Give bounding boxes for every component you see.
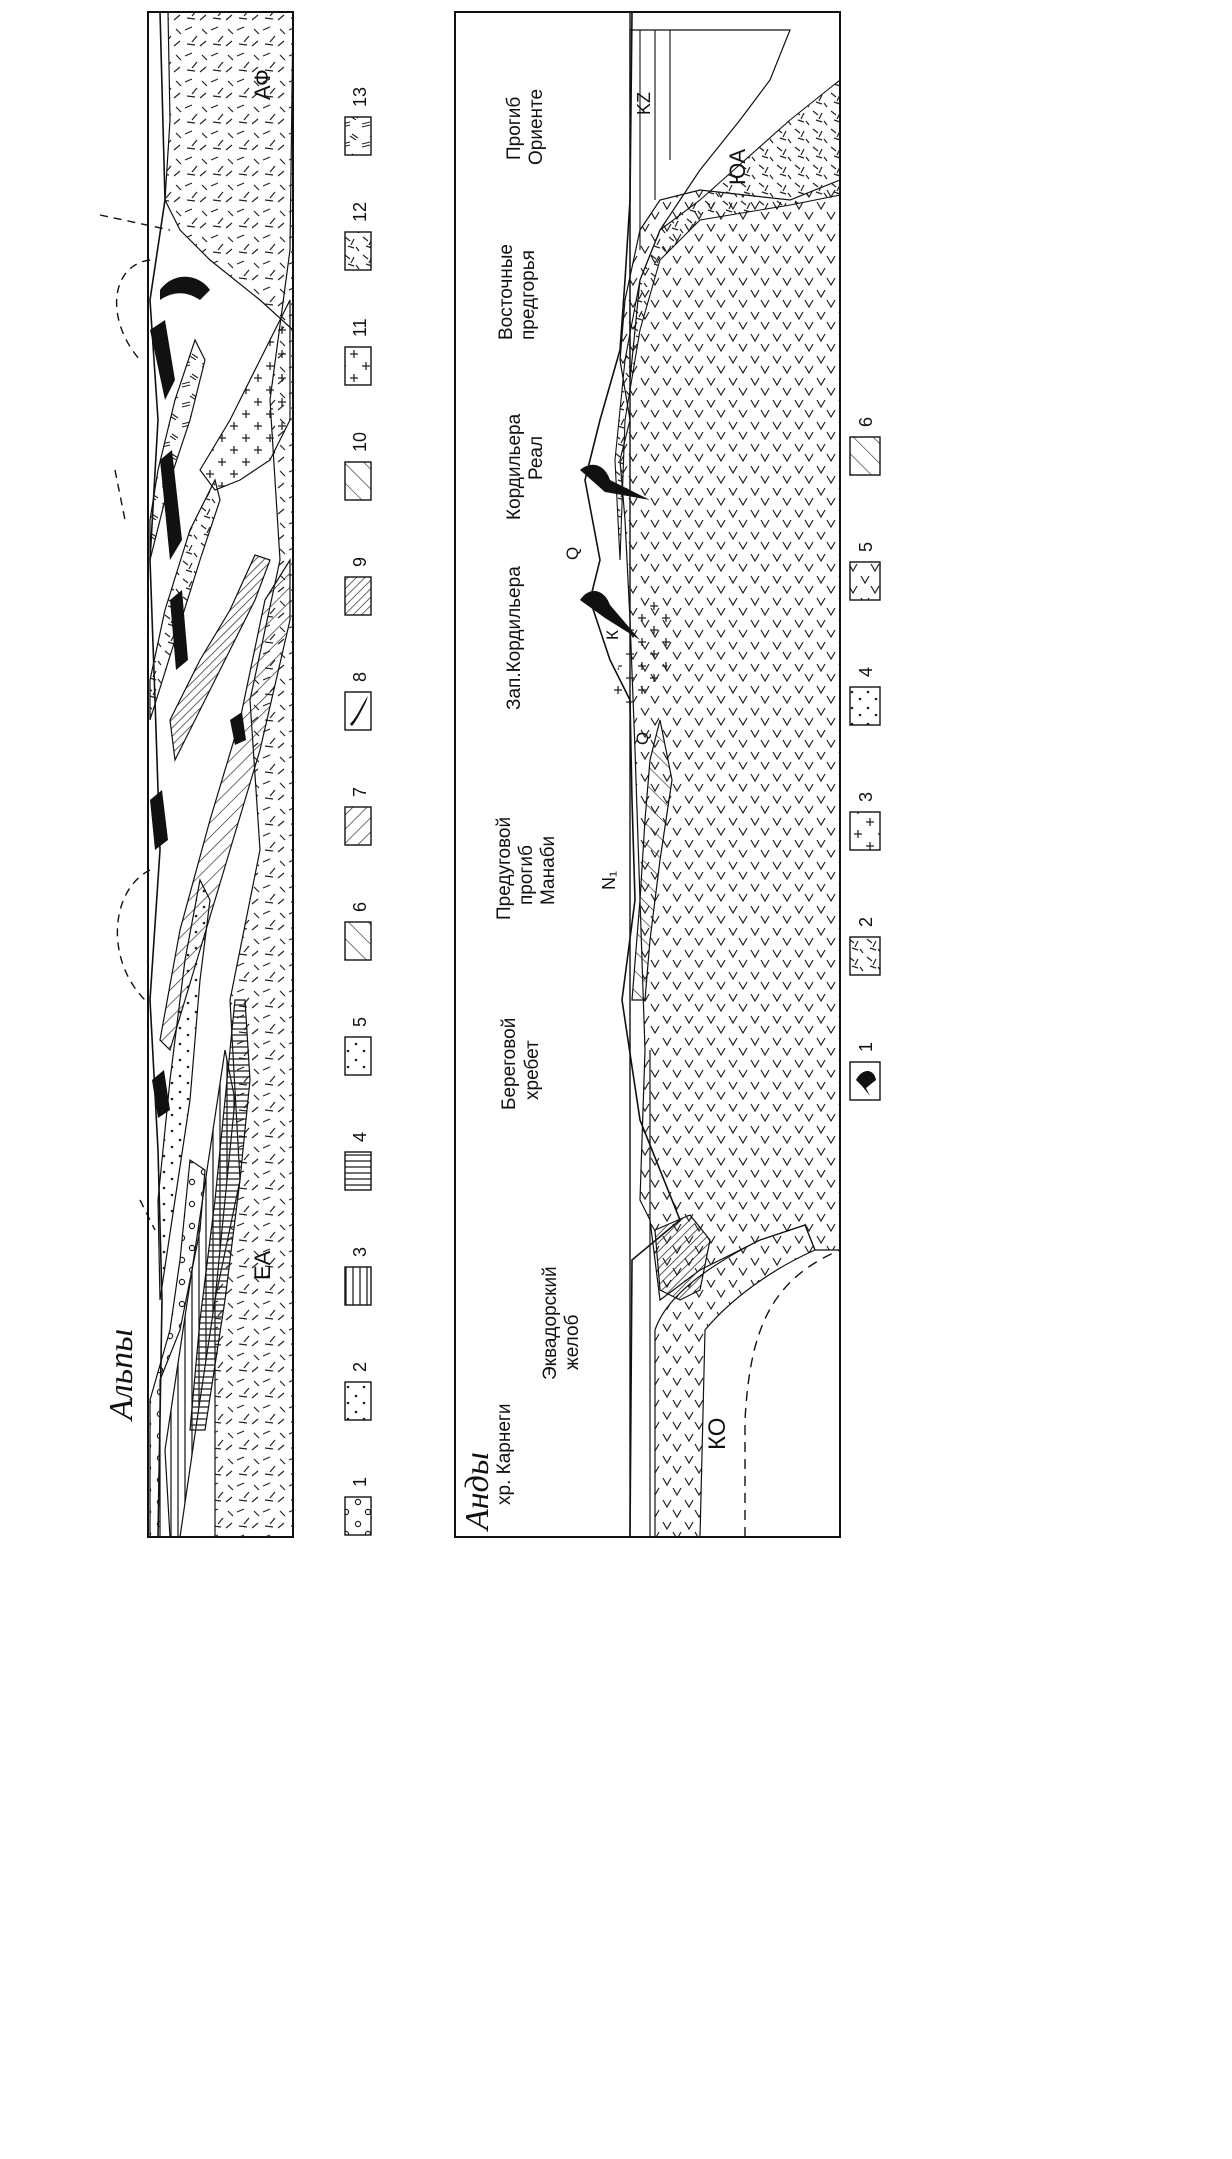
alps-legend-swatch-5 [345, 1037, 371, 1075]
alps-legend [345, 87, 371, 1535]
andes-label-ua: ЮА [725, 148, 750, 185]
label-coastal-2: хребет [522, 1040, 543, 1100]
alps-legend-swatch-2 [345, 1382, 371, 1420]
label-foothills-2: предгорья [518, 250, 539, 340]
andes-legend-label-1: 1 [856, 1041, 876, 1052]
alps-legend-label-5: 5 [350, 1016, 370, 1027]
alps-legend-label-10: 10 [350, 431, 370, 452]
alps-legend-label-2: 2 [350, 1361, 370, 1372]
andes-legend-swatch-5 [850, 562, 880, 600]
alps-legend-swatch-7 [345, 807, 371, 845]
label-forearc-1: Предуговой [494, 816, 515, 920]
andes-legend-swatch-3 [850, 812, 880, 850]
alps-legend-label-9: 9 [350, 556, 370, 567]
alps-legend-label-8: 8 [350, 671, 370, 682]
label-forearc-3: Манаби [538, 835, 559, 905]
label-trench-1: Эквадорский [540, 1266, 561, 1380]
alps-dashed-line-1 [100, 215, 170, 230]
andes-legend-swatch-6 [850, 437, 880, 475]
alps-legend-label-4: 4 [350, 1131, 370, 1142]
alps-panel [100, 12, 371, 1537]
andes-legend-label-3: 3 [856, 791, 876, 802]
label-oriente-1: Прогиб [504, 96, 525, 160]
alps-legend-swatch-1 [345, 1497, 371, 1535]
label-real-1: Кордильера [504, 413, 525, 520]
andes-legend-label-6: 6 [856, 416, 876, 427]
andes-title: Анды [459, 1452, 496, 1530]
label-trench-2: желоб [562, 1314, 583, 1370]
alps-legend-label-3: 3 [350, 1246, 370, 1257]
alps-legend-label-7: 7 [350, 786, 370, 797]
alps-ophiolite-1 [160, 277, 210, 300]
alps-dashed-envelope-2 [117, 870, 150, 1000]
alps-legend-swatch-13 [345, 117, 371, 155]
alps-surface [150, 12, 165, 1537]
alps-legend-swatch-3 [345, 1267, 371, 1305]
alps-legend-swatch-10 [345, 462, 371, 500]
alps-title: Альпы [103, 1328, 140, 1420]
label-carnegie: хр. Карнеги [494, 1403, 515, 1505]
label-coastal-1: Береговой [499, 1017, 520, 1110]
label-foothills-1: Восточные [496, 244, 517, 340]
alps-label-af: АФ [250, 69, 275, 100]
andes-label-kz: KZ [634, 91, 654, 115]
andes-dashed-moho [745, 1250, 840, 1537]
alps-legend-swatch-9 [345, 577, 371, 615]
andes-legend-swatch-2 [850, 937, 880, 975]
label-western-cordillera: Зап.Кордильера [504, 566, 525, 710]
alps-legend-swatch-4 [345, 1152, 371, 1190]
alps-legend-swatch-6 [345, 922, 371, 960]
alps-legend-swatch-11 [345, 347, 371, 385]
andes-legend-label-2: 2 [856, 916, 876, 927]
andes-legend-swatch-4 [850, 687, 880, 725]
alps-dashed-line-2 [115, 470, 125, 520]
andes-label-q1: Q [563, 546, 582, 560]
label-forearc-2: прогиб [516, 845, 537, 905]
alps-legend-swatch-12 [345, 232, 371, 270]
andes-volcanic-crust [620, 180, 840, 1300]
alps-label-ea: ЕА [250, 1250, 275, 1280]
andes-legend-label-5: 5 [856, 541, 876, 552]
alps-legend-label-13: 13 [350, 86, 370, 107]
alps-legend-label-11: 11 [350, 318, 370, 337]
label-real-2: Реал [526, 435, 547, 480]
alps-dashed-envelope-1 [117, 260, 150, 360]
alps-legend-label-12: 12 [350, 201, 370, 222]
andes-region-labels [494, 89, 583, 1505]
andes-legend [850, 417, 880, 1100]
alps-legend-label-1: 1 [350, 1476, 370, 1487]
alps-legend-label-6: 6 [350, 901, 370, 912]
andes-legend-label-4: 4 [856, 666, 876, 677]
label-oriente-2: Ориенте [526, 88, 547, 165]
andes-label-q2: Q [633, 731, 652, 745]
andes-label-n1: N₁ [599, 870, 619, 890]
andes-label-k: К [603, 630, 622, 640]
andes-panel [455, 12, 880, 1537]
andes-label-ko: КО [704, 1417, 731, 1450]
